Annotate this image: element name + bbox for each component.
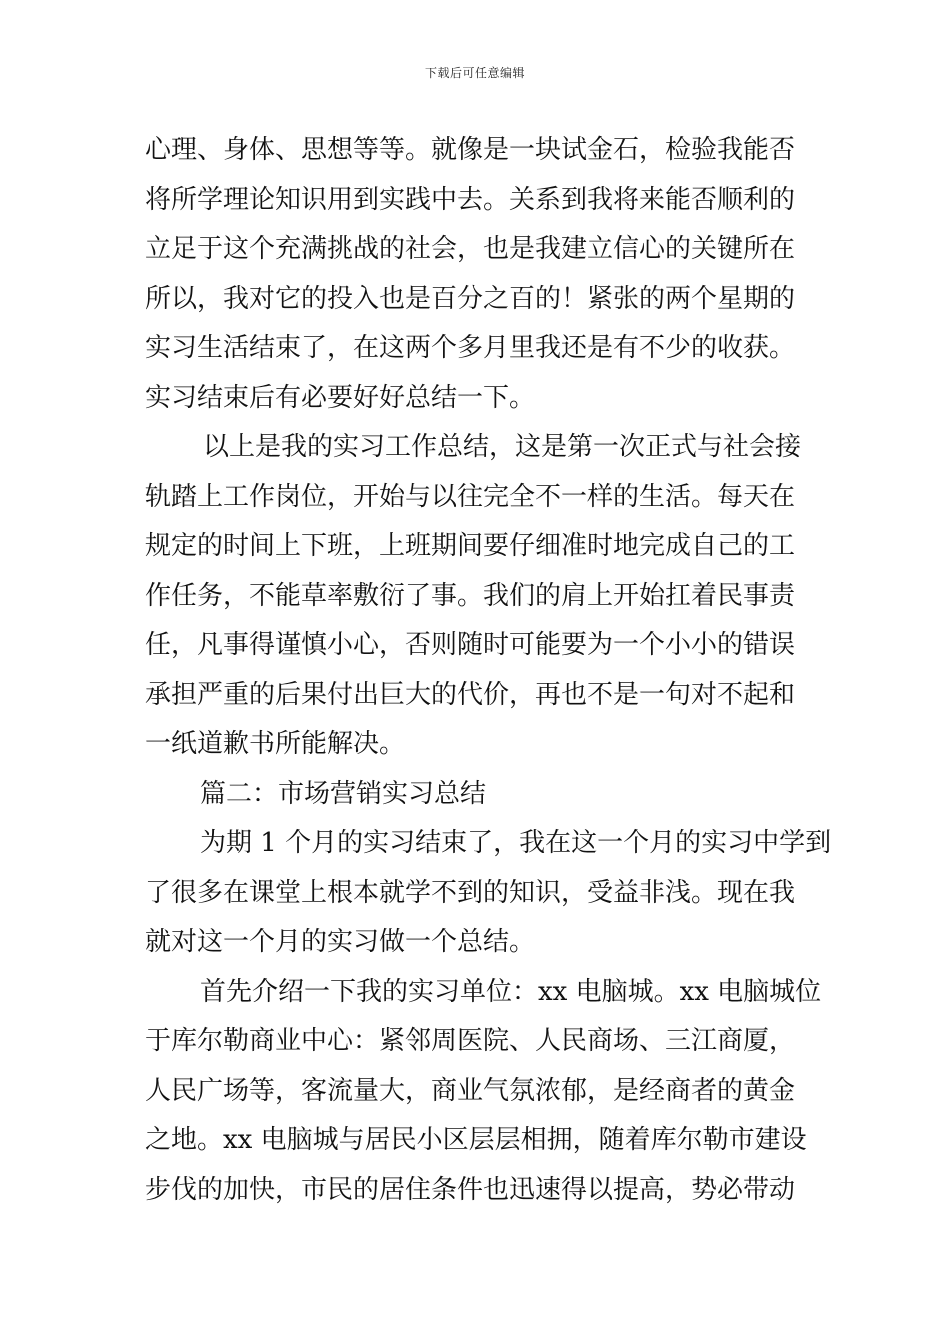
page-header: 下载后可任意编辑 [424, 66, 525, 80]
text-line: 实习结束后有必要好好总结一下。 [145, 382, 536, 413]
text-line: 将所学理论知识用到实践中去。关系到我将来能否顺利的 [145, 184, 796, 215]
text-line: 所以，我对它的投入也是百分之百的！紧张的两个星期的 [145, 283, 796, 314]
section-heading: 篇二：市场营销实习总结 [200, 778, 487, 809]
text-line: 人民广场等，客流量大，商业气氛浓郁，是经商者的黄金 [145, 1075, 796, 1106]
paragraph-start-line: 为期 1 个月的实习结束了，我在这一个月的实习中学到 [200, 828, 832, 858]
text-line: 立足于这个充满挑战的社会，也是我建立信心的关键所在 [145, 234, 796, 264]
text-line: 实习生活结束了，在这两个多月里我还是有不少的收获。 [145, 333, 796, 363]
text-line: 规定的时间上下班，上班期间要仔细准时地完成自己的工 [145, 531, 796, 561]
text-line: 之地。xx 电脑城与居民小区层层相拥，随着库尔勒市建设 [145, 1125, 807, 1155]
text-line: 任，凡事得谨慎小心，否则随时可能要为一个小小的错误 [145, 630, 796, 660]
text-line: 作任务，不能草率敷衍了事。我们的肩上开始扛着民事责 [145, 580, 796, 611]
document-body [145, 126, 832, 1215]
text-line: 步伐的加快，市民的居住条件也迅速得以提高，势必带动 [145, 1174, 796, 1205]
text-line: 于库尔勒商业中心：紧邻周医院、人民商场、三江商厦， [145, 1026, 796, 1056]
text-line: 了很多在课堂上根本就学不到的知识，受益非浅。现在我 [145, 877, 796, 908]
text-line: 就对这一个月的实习做一个总结。 [145, 927, 536, 957]
text-line: 心理、身体、思想等等。就像是一块试金石，检验我能否 [145, 135, 796, 165]
text-line: 轨踏上工作岗位，开始与以往完全不一样的生活。每天在 [145, 481, 796, 512]
paragraph-start-line: 以上是我的实习工作总结，这是第一次正式与社会接 [203, 432, 802, 462]
paragraph-start-line: 首先介绍一下我的实习单位：xx 电脑城。xx 电脑城位 [200, 976, 822, 1007]
text-line: 一纸道歉书所能解决。 [145, 729, 406, 759]
text-line: 承担严重的后果付出巨大的代价，再也不是一句对不起和 [145, 679, 796, 710]
